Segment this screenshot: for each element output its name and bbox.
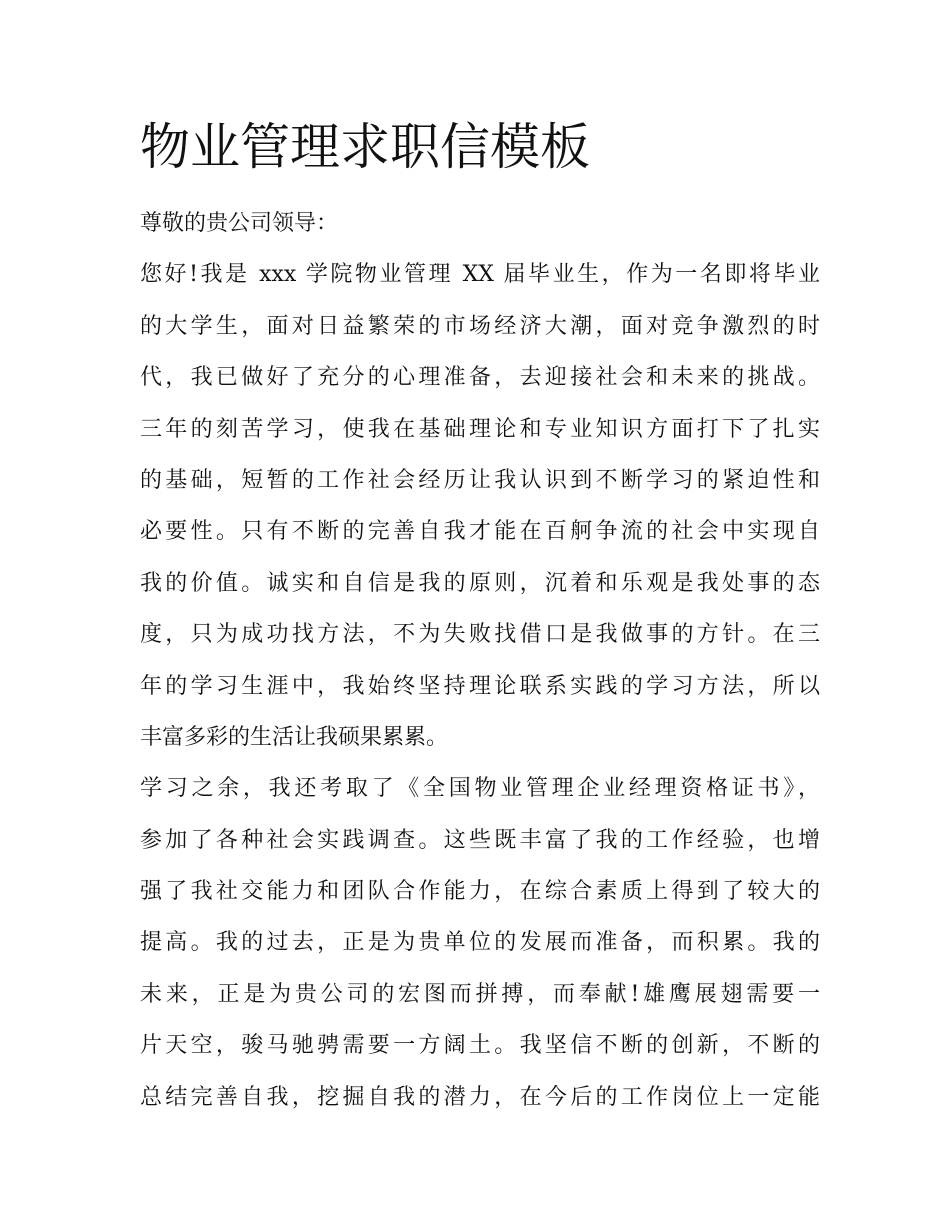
paragraph-line: 我的价值。诚实和自信是我的原则，沉着和乐观是我处事的态 <box>140 570 820 596</box>
paragraph-line: 年的学习生涯中，我始终坚持理论联系实践的学习方法，所以 <box>140 673 820 699</box>
paragraph-line: 学习之余，我还考取了《全国物业管理企业经理资格证书》， <box>140 776 820 802</box>
paragraph-line: 度，只为成功找方法，不为失败找借口是我做事的方针。在三 <box>140 622 820 648</box>
paragraph-line: 提高。我的过去，正是为贵单位的发展而准备，而积累。我的 <box>140 930 820 956</box>
paragraph-line: 您好!我是 xxx 学院物业管理 XX 届毕业生，作为一名即将毕业 <box>140 262 820 288</box>
paragraph-line: 片天空，骏马驰骋需要一方阔土。我坚信不断的创新，不断的 <box>140 1033 820 1059</box>
paragraph-line: 的基础，短暂的工作社会经历让我认识到不断学习的紧迫性和 <box>140 467 820 493</box>
letter-body <box>140 198 820 1123</box>
salutation-line: 尊敬的贵公司领导： <box>140 211 339 236</box>
paragraph-line: 三年的刻苦学习，使我在基础理论和专业知识方面打下了扎实 <box>140 416 820 442</box>
paragraph-line: 代，我已做好了充分的心理准备，去迎接社会和未来的挑战。 <box>140 365 820 391</box>
paragraph-line: 参加了各种社会实践调查。这些既丰富了我的工作经验，也增 <box>140 827 820 853</box>
paragraph-line: 的大学生，面对日益繁荣的市场经济大潮，面对竞争激烈的时 <box>140 313 820 339</box>
paragraph-line: 丰富多彩的生活让我硕果累累。 <box>140 724 449 750</box>
paragraph-line: 强了我社交能力和团队合作能力，在综合素质上得到了较大的 <box>140 879 820 905</box>
paragraph-line: 未来，正是为贵公司的宏图而拼搏，而奉献!雄鹰展翅需要一 <box>140 981 820 1007</box>
paragraph-line: 必要性。只有不断的完善自我才能在百舸争流的社会中实现自 <box>140 519 820 545</box>
paragraph-line: 总结完善自我，挖掘自我的潜力，在今后的工作岗位上一定能 <box>140 1084 820 1110</box>
document-title: 物业管理求职信模板 <box>140 118 590 176</box>
